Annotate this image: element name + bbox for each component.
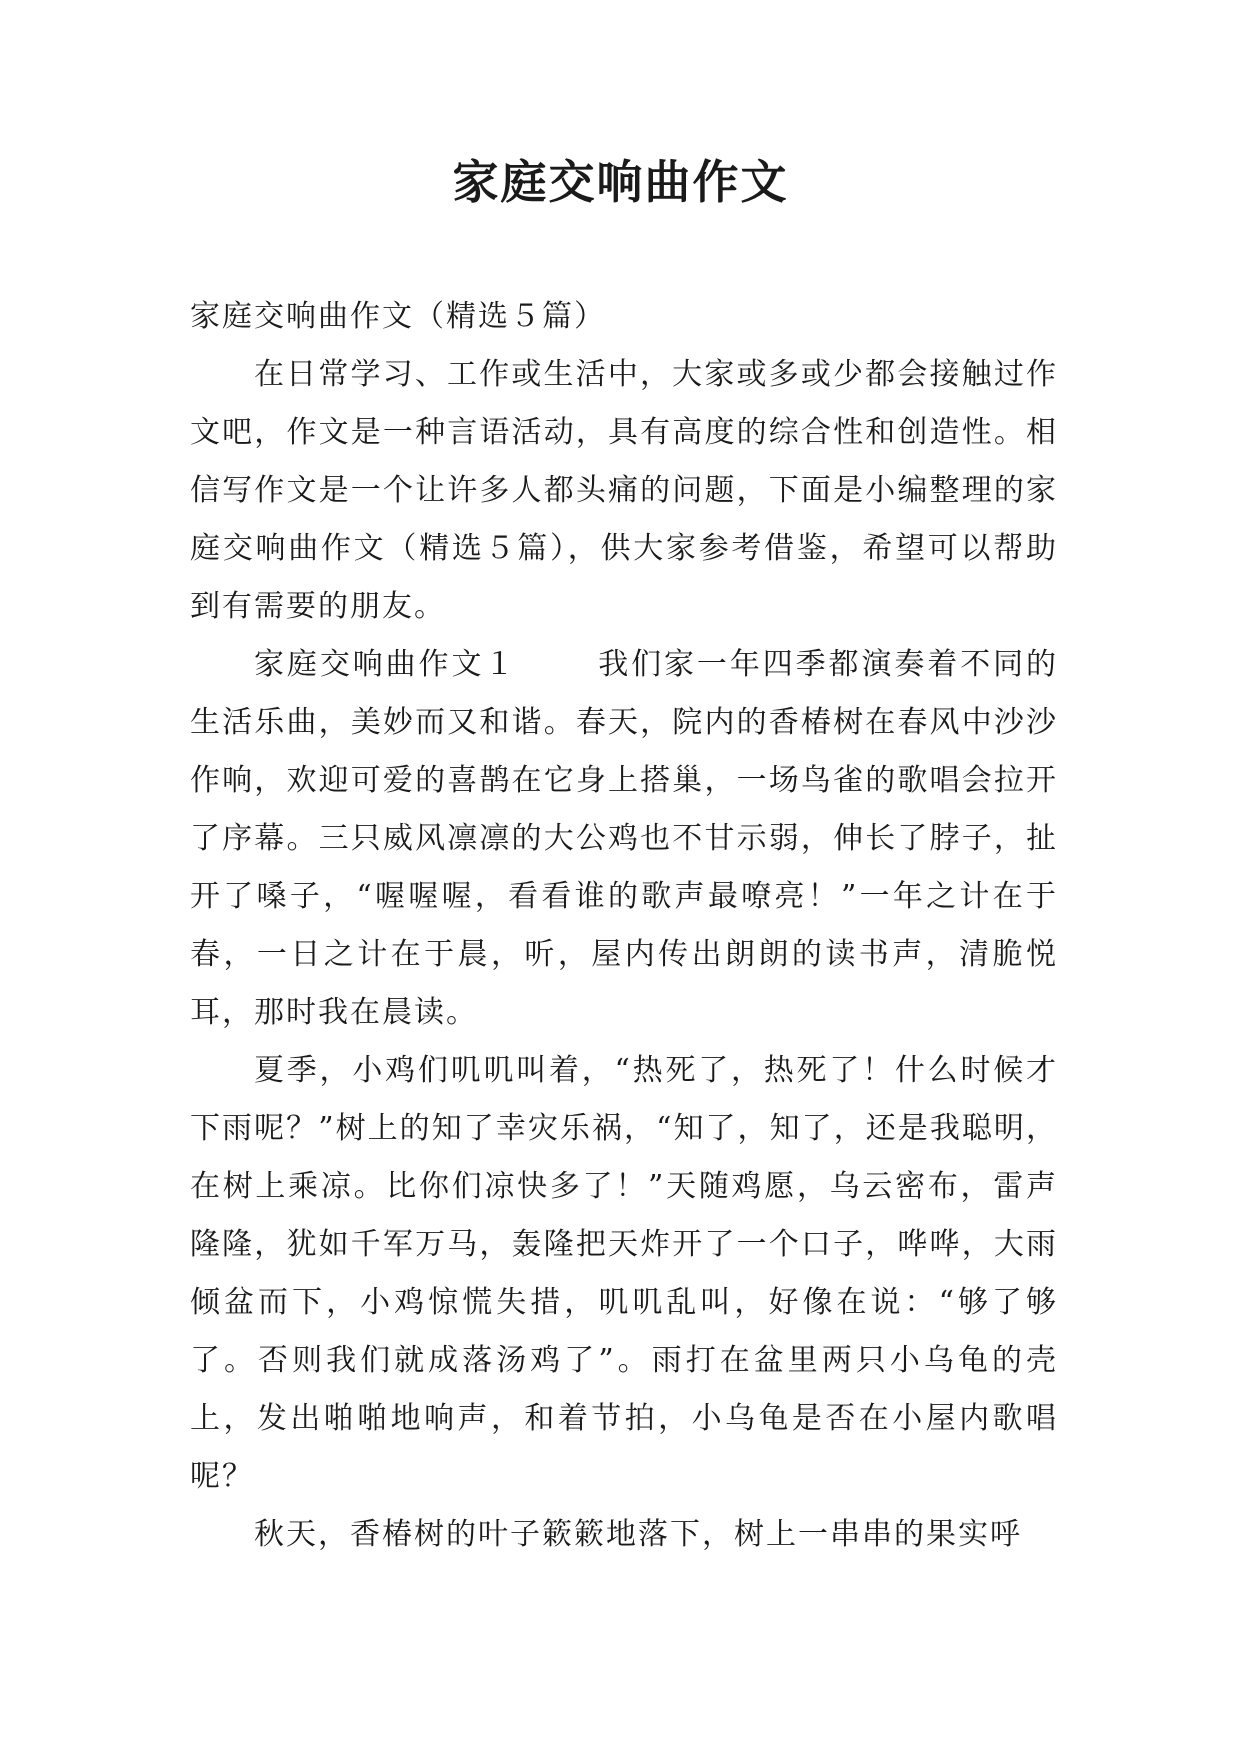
essay-1-paragraph-2: 夏季，小鸡们叽叽叫着，“热死了，热死了！什么时候才下雨呢？”树上的知了幸灾乐祸，“知了，知了，还是我聪明，在树上乘凉。比你们凉快多了！”天随鸡愿，乌云密布，雷声隆隆，犹如千军万马，轰隆把天炸开了一个口子，哗哗，大雨倾盆而下，小鸡惊慌失措，叽叽乱叫，好像在说：“够了够了。否则我们就成落汤鸡了”。雨打在盆里两只小乌龟的壳上，发出啪啪地响声，和着节拍，小乌龟是否在小屋内歌唱呢？ (190, 1053, 1058, 1494)
document-subtitle: 家庭交响曲作文（精选５篇） (190, 299, 606, 334)
document-body (190, 288, 1058, 1564)
intro-paragraph: 在日常学习、工作或生活中，大家或多或少都会接触过作文吧，作文是一种言语活动，具有高度的综合性和创造性。相信写作文是一个让许多人都头痛的问题，下面是小编整理的家庭交响曲作文（精选５篇），供大家参考借鉴，希望可以帮助到有需要的朋友。 (190, 357, 1058, 624)
essay-1-paragraph-1-text: 我们家一年四季都演奏着不同的生活乐曲，美妙而又和谐。春天，院内的香椿树在春风中沙沙作响，欢迎可爱的喜鹊在它身上搭巢，一场鸟雀的歌唱会拉开了序幕。三只威风凛凛的大公鸡也不甘示弱，伸长了脖子，扯开了嗓子，“喔喔喔，看看谁的歌声最嘹亮！”一年之计在于春，一日之计在于晨，听，屋内传出朗朗的读书声，清脆悦耳，那时我在晨读。 (190, 647, 1059, 1030)
essay-1-paragraph-1 (190, 636, 1058, 1042)
essay-1-heading: 家庭交响曲作文１ (254, 647, 518, 682)
essay-1-paragraph-3: 秋天，香椿树的叶子簌簌地落下，树上一串串的果实呼 (254, 1517, 1022, 1552)
document-title: 家庭交响曲作文 (452, 155, 789, 209)
